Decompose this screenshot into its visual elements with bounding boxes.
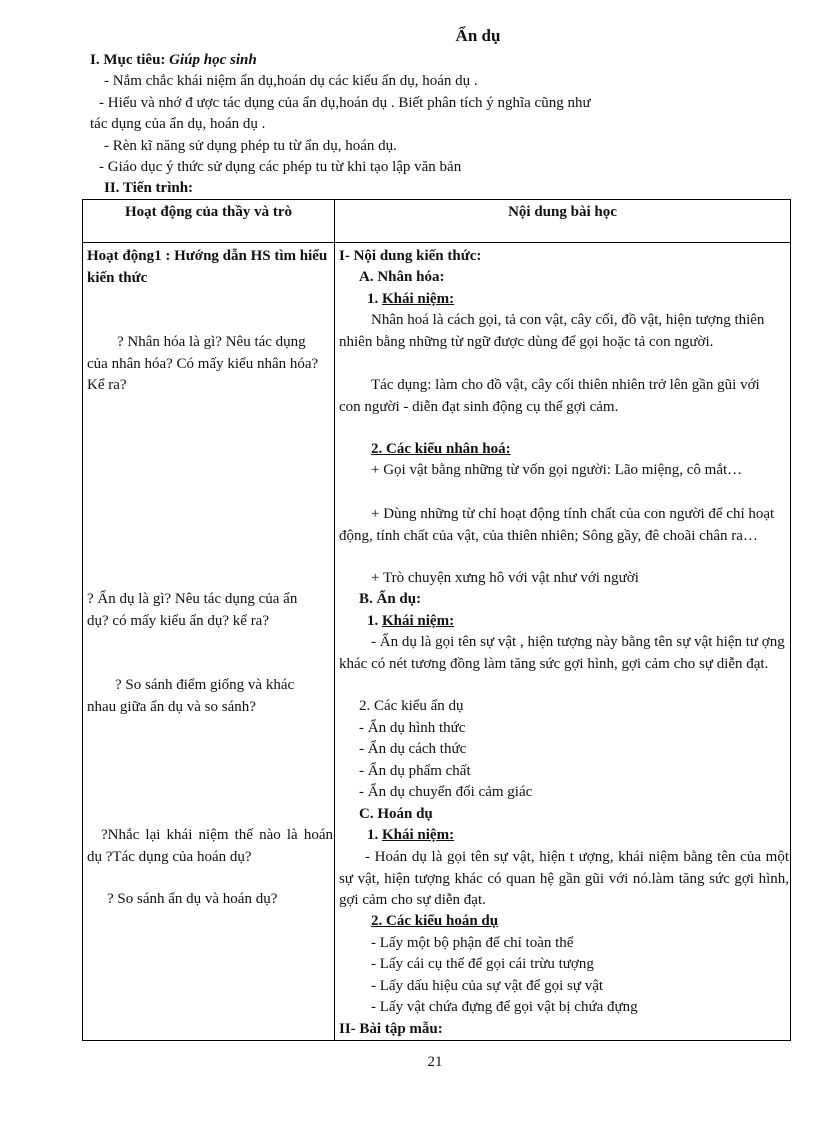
section-a-heading: A. Nhân hóa:: [359, 269, 445, 285]
a1-definition: Nhân hoá là cách gọi, tả con vật, cây cối, đồ vật, hiện tượng thiên nhiên bằng những từ ngữ được dùng để gọi hoặc tả con người.: [339, 312, 765, 350]
c1-label: Khái niệm:: [382, 827, 455, 843]
objective-item: - Hiểu và nhớ đ ược tác dụng của ẩn dụ,hoán dụ . Biết phân tích ý nghĩa cũng như: [99, 95, 591, 111]
lesson-table: [82, 199, 791, 1041]
section-2-heading: II- Bài tập mẫu:: [339, 1021, 443, 1037]
c2-item: - Lấy dấu hiệu của sự vật để gọi sự vật: [371, 978, 604, 994]
c2-heading: [371, 911, 498, 932]
b2-item: - Ẩn dụ phẩm chất: [359, 763, 471, 779]
a2-heading-text: 2. Các kiểu nhân hoá:: [371, 441, 511, 457]
b2-item: - Ẩn dụ chuyển đổi cảm giác: [359, 784, 533, 800]
objectives-heading-sub: Giúp học sinh: [169, 52, 257, 68]
a2-item: + Dùng những từ chỉ hoạt động tính chất của con người để chỉ hoạt động, tính chất của vật, của thiên nhiên; Sông gầy, đê choãi chân ra…: [339, 506, 775, 544]
c2-heading-text: 2. Các kiểu hoán dụ: [371, 913, 499, 929]
a1-number: 1.: [367, 291, 379, 307]
objective-item: tác dụng của ẩn dụ, hoán dụ .: [90, 116, 266, 132]
a1-label: Khái niệm:: [382, 291, 455, 307]
question-hoan-du: ?Nhắc lại khái niệm thế nào là hoán dụ ?Tác dụng của hoán dụ?: [87, 827, 333, 865]
page-title: Ẩn dụ: [455, 26, 501, 45]
objectives-heading: I. Mục tiêu:: [90, 52, 166, 68]
section-1-heading: I- Nội dung kiến thức:: [339, 248, 482, 264]
b2-item: - Ẩn dụ hình thức: [359, 720, 466, 736]
c2-item: - Lấy cái cụ thể để gọi cái trừu tượng: [371, 956, 594, 972]
a2-item: + Gọi vật bằng những từ vốn gọi người: Lão miệng, cô mắt…: [371, 462, 743, 478]
c1-definition: - Hoán dụ là gọi tên sự vật, hiện t ượng, khái niệm bằng tên của một sự vật, hiện tượng khác có quan hệ gần gũi với nó.làm tăng sức gợi hình, gợi cảm cho sự diễn đạt.: [339, 849, 789, 908]
b1-label: Khái niệm:: [382, 613, 455, 629]
objectives-heading-line: [90, 50, 780, 71]
section-c-heading: C. Hoán dụ: [359, 806, 433, 822]
process-heading: II. Tiến trình:: [104, 180, 194, 196]
a1-effect: Tác dụng: làm cho đồ vật, cây cối thiên nhiên trở lên gần gũi với con người - diễn đạt sinh động cụ thể gợi cảm.: [339, 377, 760, 415]
objective-item: - Giáo dục ý thức sử dụng các phép tu từ khi tạo lập văn bản: [99, 159, 462, 175]
b2-item: - Ẩn dụ cách thức: [359, 741, 467, 757]
activity-1: Hoạt động1 : Hướng dẫn HS tìm hiểu kiến thức: [87, 248, 328, 286]
c2-item: - Lấy một bộ phận để chỉ toàn thể: [371, 935, 574, 951]
section-b-heading: B. Ẩn dụ:: [359, 591, 422, 607]
header-left: Hoạt động của thầy và trò: [83, 200, 335, 243]
b1-heading: [367, 611, 454, 632]
left-column: [83, 243, 335, 1041]
b1-number: 1.: [367, 613, 379, 629]
c2-item: - Lấy vật chứa đựng để gọi vật bị chứa đựng: [371, 999, 638, 1015]
a1-heading: [367, 289, 454, 310]
right-column: [335, 243, 791, 1041]
b1-definition: - Ẩn dụ là gọi tên sự vật , hiện tượng này bằng tên sự vật hiện tư ợng khác có nét tương đồng làm tăng sức gợi hình, gợi cảm cho sự diễn đạt.: [339, 634, 785, 672]
c1-number: 1.: [367, 827, 379, 843]
objective-item: - Rèn kĩ năng sử dụng phép tu từ ẩn dụ, hoán dụ.: [104, 138, 397, 154]
c1-heading: [367, 825, 454, 846]
question-an-du-hoan-du: ? So sánh ẩn dụ và hoán dụ?: [107, 891, 278, 907]
question-nhan-hoa: ? Nhân hóa là gì? Nêu tác dụng của nhân hóa? Có mấy kiểu nhân hóa? Kể ra?: [87, 334, 319, 393]
objective-item: - Nắm chắc khái niệm ẩn dụ,hoán dụ các kiểu ẩn dụ, hoán dụ .: [104, 73, 478, 89]
a2-item: + Trò chuyện xưng hô với vật như với người: [371, 570, 639, 586]
a2-heading: [371, 439, 511, 460]
b2-heading: 2. Các kiểu ẩn dụ: [359, 698, 464, 714]
question-so-sanh: ? So sánh điểm giống và khác nhau giữa ẩn dụ và so sánh?: [87, 677, 295, 715]
page-number: 21: [427, 1054, 443, 1070]
header-right: Nội dung bài học: [335, 200, 791, 243]
question-an-du: ? Ẩn dụ là gì? Nêu tác dụng của ẩn dụ? có mấy kiểu ẩn dụ? kể ra?: [87, 591, 298, 629]
